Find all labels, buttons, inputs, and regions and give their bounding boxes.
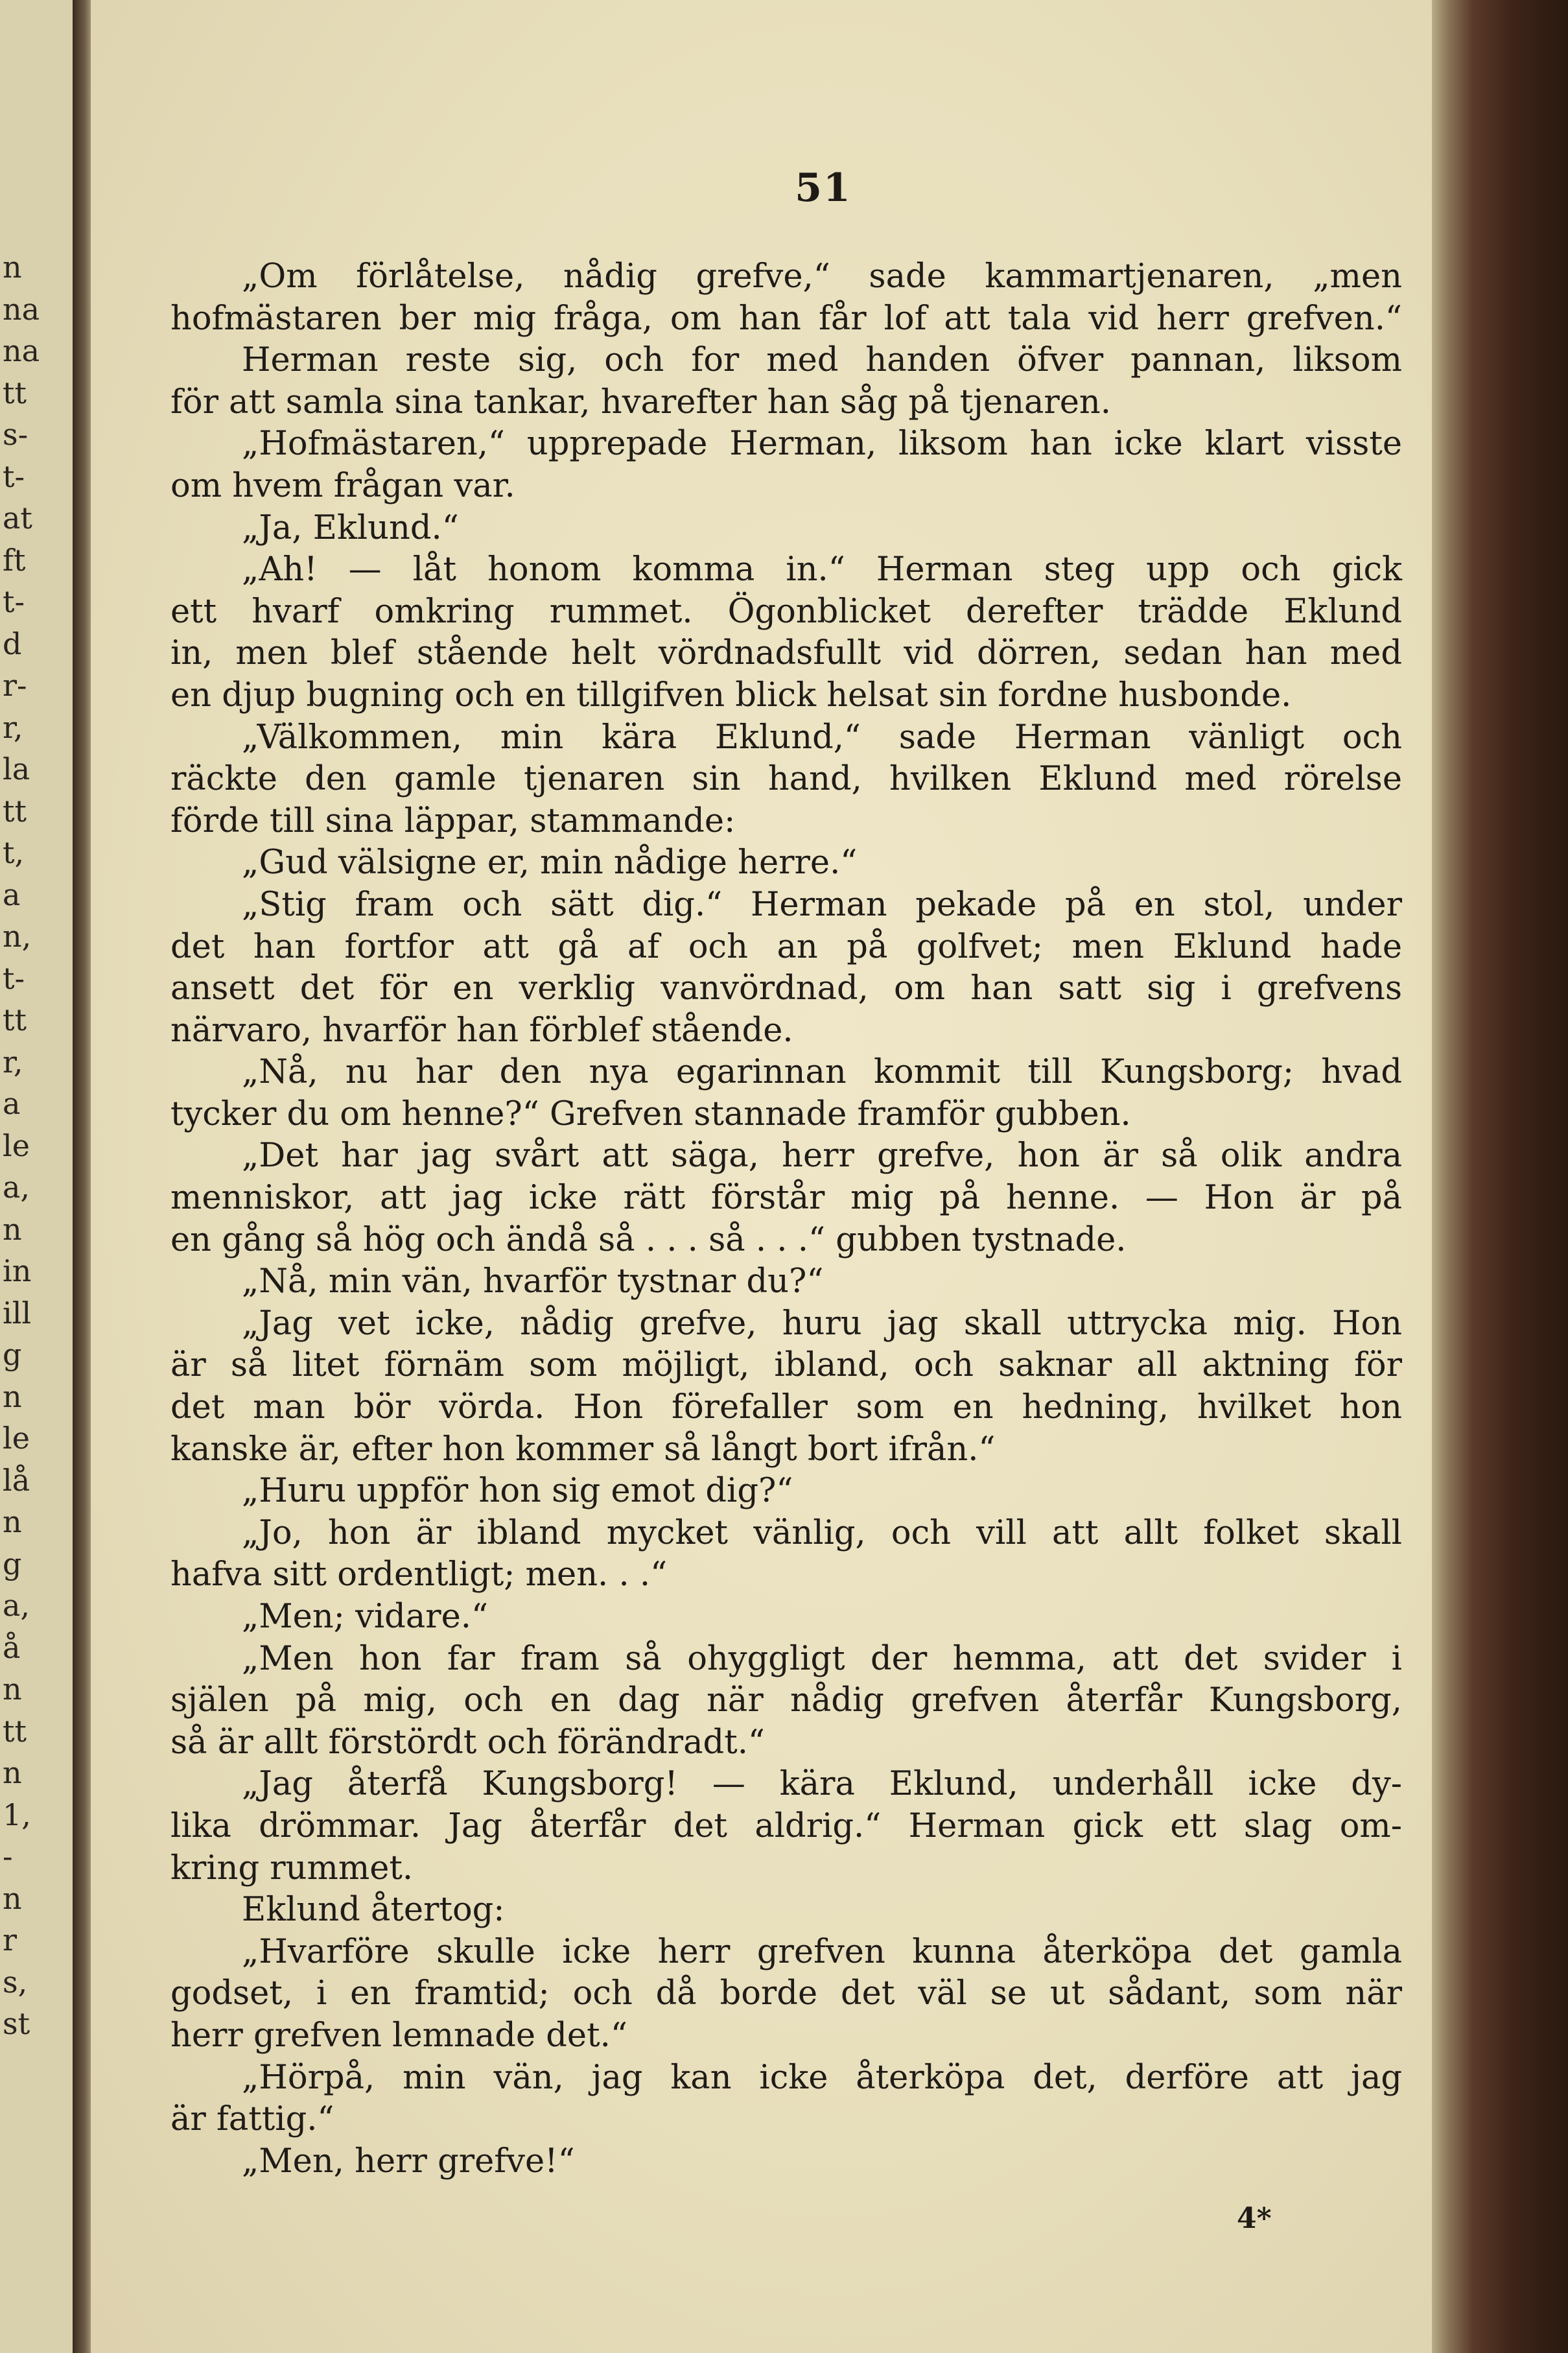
previous-page-fragment: le bbox=[3, 1128, 30, 1163]
text-line: in, men blef stående helt vördnadsfullt vid dörren, sedan han med bbox=[170, 634, 1402, 673]
text-line: „Gud välsigne er, min nådige herre.“ bbox=[242, 844, 858, 882]
text-line: „Jo, hon är ibland mycket vänlig, och vill att allt folket skall bbox=[242, 1513, 1402, 1552]
previous-page-fragment: ft bbox=[3, 542, 26, 578]
text-line: så är allt förstördt och förändradt.“ bbox=[170, 1723, 765, 1762]
text-line: „Jag återfå Kungsborg! — kära Eklund, underhåll icke dy- bbox=[242, 1765, 1402, 1804]
text-line: „Huru uppför hon sig emot dig?“ bbox=[242, 1472, 793, 1511]
previous-page-edge bbox=[0, 0, 73, 2353]
previous-page-fragment: st bbox=[3, 2006, 30, 2041]
previous-page-fragment: tt bbox=[3, 1713, 27, 1749]
previous-page-fragment: r- bbox=[3, 668, 27, 703]
text-line: „Nå, nu har den nya egarinnan kommit till Kungsborg; hvad bbox=[242, 1053, 1402, 1092]
previous-page-fragment: na bbox=[3, 291, 40, 327]
previous-page-fragment: - bbox=[3, 1839, 13, 1874]
previous-page-fragment: t- bbox=[3, 584, 25, 619]
previous-page-fragment: g bbox=[3, 1546, 22, 1581]
previous-page-fragment: r, bbox=[3, 1044, 23, 1080]
text-line: kanske är, efter hon kommer så långt bort ifrån.“ bbox=[170, 1430, 996, 1469]
text-line: är fattig.“ bbox=[170, 2100, 334, 2139]
book-cover-edge bbox=[1432, 0, 1568, 2353]
text-line: „Jag vet icke, nådig grefve, huru jag skall uttrycka mig. Hon bbox=[242, 1304, 1402, 1343]
text-line: själen på mig, och en dag när nådig grefven återfår Kungsborg, bbox=[170, 1681, 1402, 1720]
text-line: närvaro, hvarför han förblef stående. bbox=[170, 1011, 793, 1050]
previous-page-fragment: n bbox=[3, 1211, 22, 1247]
text-line: en djup bugning och en tillgifven blick helsat sin fordne husbonde. bbox=[170, 676, 1292, 715]
text-line: „Nå, min vän, hvarför tystnar du?“ bbox=[242, 1262, 824, 1301]
text-line: „Men; vidare.“ bbox=[242, 1598, 489, 1636]
previous-page-fragment: å bbox=[3, 1629, 21, 1665]
text-line: „Men, herr grefve!“ bbox=[242, 2142, 575, 2181]
previous-page-fragment: t, bbox=[3, 835, 25, 870]
text-line: Herman reste sig, och for med handen öfver pannan, liksom bbox=[242, 341, 1402, 380]
previous-page-fragment: tt bbox=[3, 1002, 27, 1037]
text-line: hafva sitt ordentligt; men. . .“ bbox=[170, 1555, 668, 1594]
text-line: herr grefven lemnade det.“ bbox=[170, 2016, 627, 2055]
text-line: om hvem frågan var. bbox=[170, 466, 515, 505]
previous-page-fragment: s, bbox=[3, 1964, 28, 2000]
text-line: tycker du om henne?“ Grefven stannade framför gubben. bbox=[170, 1094, 1131, 1133]
previous-page-fragment: a bbox=[3, 877, 21, 912]
text-line: godset, i en framtid; och då borde det väl se ut sådant, som när bbox=[170, 1974, 1402, 2013]
text-line: „Hörpå, min vän, jag kan icke återköpa det, derföre att jag bbox=[242, 2058, 1402, 2097]
previous-page-fragment: d bbox=[3, 626, 22, 661]
signature-mark: 4* bbox=[1237, 2202, 1272, 2235]
text-line: kring rummet. bbox=[170, 1849, 414, 1887]
text-line: „Hvarföre skulle icke herr grefven kunna återköpa det gamla bbox=[242, 1932, 1402, 1971]
previous-page-fragment: g bbox=[3, 1337, 22, 1372]
text-line: „Om förlåtelse, nådig grefve,“ sade kammartjenaren, „men bbox=[242, 257, 1402, 296]
previous-page-fragment: s- bbox=[3, 417, 29, 452]
text-line: „Men hon far fram så ohyggligt der hemma, att det svider i bbox=[242, 1639, 1402, 1678]
previous-page-fragment: la bbox=[3, 751, 30, 786]
text-line: „Hofmästaren,“ upprepade Herman, liksom han icke klart visste bbox=[242, 425, 1402, 464]
previous-page-text-fragments bbox=[3, 246, 67, 2045]
text-line: förde till sina läppar, stammande: bbox=[170, 801, 736, 840]
previous-page-fragment: a, bbox=[3, 1588, 30, 1623]
text-line: för att samla sina tankar, hvarefter han såg på tjenaren. bbox=[170, 383, 1111, 421]
previous-page-fragment: n bbox=[3, 1378, 22, 1414]
text-line: „Ja, Eklund.“ bbox=[242, 508, 459, 547]
previous-page-fragment: at bbox=[3, 501, 32, 536]
text-line: en gång så hög och ändå så . . . så . . .“ gubben tystnade. bbox=[170, 1220, 1127, 1259]
previous-page-fragment: lå bbox=[3, 1462, 30, 1498]
book-page bbox=[91, 0, 1433, 2353]
text-line: „Ah! — låt honom komma in.“ Herman steg upp och gick bbox=[242, 550, 1402, 589]
text-line: hofmästaren ber mig fråga, om han får lof att tala vid herr grefven.“ bbox=[170, 299, 1402, 338]
previous-page-fragment: r, bbox=[3, 709, 23, 745]
text-line: „Det har jag svårt att säga, herr grefve, hon är så olik andra bbox=[242, 1137, 1402, 1176]
previous-page-fragment: n bbox=[3, 1755, 22, 1790]
previous-page-fragment: n bbox=[3, 1880, 22, 1916]
text-line: „Stig fram och sätt dig.“ Herman pekade på en stol, under bbox=[242, 885, 1402, 924]
previous-page-fragment: r bbox=[3, 1922, 17, 1957]
previous-page-fragment: t- bbox=[3, 960, 25, 996]
previous-page-fragment: tt bbox=[3, 793, 27, 829]
text-line: det man bör vörda. Hon förefaller som en hedning, hvilket hon bbox=[170, 1388, 1402, 1427]
text-line: räckte den gamle tjenaren sin hand, hvilken Eklund med rörelse bbox=[170, 760, 1402, 799]
text-line: lika drömmar. Jag återfår det aldrig.“ Herman gick ett slag om- bbox=[170, 1806, 1402, 1845]
previous-page-fragment: tt bbox=[3, 375, 27, 410]
page-number: 51 bbox=[795, 165, 852, 211]
book-gutter bbox=[73, 0, 92, 2353]
text-line: ansett det för en verklig vanvördnad, om han satt sig i grefvens bbox=[170, 969, 1402, 1008]
previous-page-fragment: t- bbox=[3, 458, 25, 494]
previous-page-fragment: n, bbox=[3, 919, 32, 954]
previous-page-fragment: na bbox=[3, 333, 40, 368]
previous-page-fragment: le bbox=[3, 1421, 30, 1456]
previous-page-fragment: n bbox=[3, 1504, 22, 1539]
previous-page-fragment: a bbox=[3, 1086, 21, 1121]
text-line: „Välkommen, min kära Eklund,“ sade Herman vänligt och bbox=[242, 718, 1402, 757]
text-line: Eklund återtog: bbox=[242, 1891, 505, 1930]
previous-page-fragment: in bbox=[3, 1253, 32, 1288]
text-line: menniskor, att jag icke rätt förstår mig på henne. — Hon är på bbox=[170, 1179, 1402, 1218]
previous-page-fragment: n bbox=[3, 1672, 22, 1707]
page-body-text bbox=[170, 256, 1402, 2182]
previous-page-fragment: ill bbox=[3, 1295, 32, 1330]
previous-page-fragment: n bbox=[3, 250, 22, 285]
text-line: det han fortfor att gå af och an på golfvet; men Eklund hade bbox=[170, 927, 1402, 966]
previous-page-fragment: 1, bbox=[3, 1797, 31, 1832]
text-line: ett hvarf omkring rummet. Ögonblicket derefter trädde Eklund bbox=[170, 592, 1402, 631]
previous-page-fragment: a, bbox=[3, 1170, 30, 1205]
text-line: är så litet förnäm som möjligt, ibland, och saknar all aktning för bbox=[170, 1346, 1402, 1385]
